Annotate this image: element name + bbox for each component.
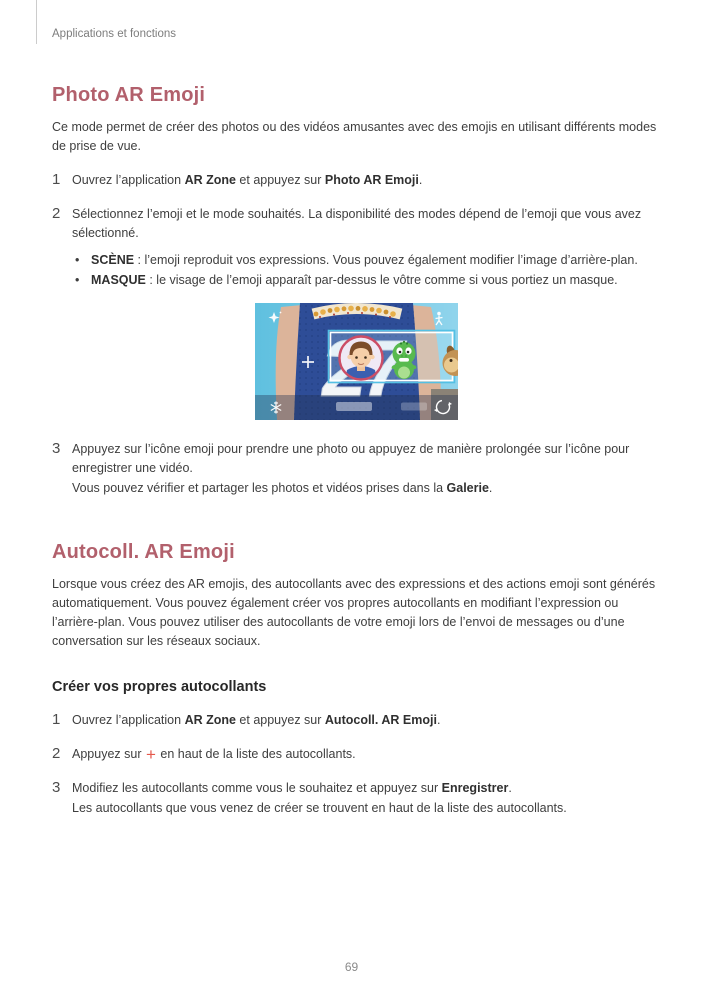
ar-emoji-screenshot xyxy=(255,303,458,420)
bold-text: Autocoll. AR Emoji xyxy=(324,713,437,727)
step-line xyxy=(72,171,660,190)
text: Les autocollants que vous venez de créer se trouvent en haut de la liste des autocollants. xyxy=(72,801,567,815)
sticker-section-title: Autocoll. AR Emoji xyxy=(52,541,235,563)
text: : l’emoji reproduit vos expressions. Vous pouvez également modifier l’image d’arrière-plan. xyxy=(134,253,638,267)
sticker-step-3 xyxy=(52,779,660,818)
text: : le visage de l’emoji apparaît par-dessus le vôtre comme si vous portiez un masque. xyxy=(145,273,618,287)
text: Appuyez sur l’icône emoji pour prendre une photo ou appuyez de manière prolongée sur l’icône pour enregistrer une vidéo. xyxy=(72,442,630,475)
bullet-scene xyxy=(72,251,660,270)
text: . xyxy=(488,481,493,495)
step-line xyxy=(72,440,660,478)
header-rule xyxy=(36,0,37,44)
text: . xyxy=(508,781,512,795)
step-text xyxy=(72,440,660,498)
text: et appuyez sur xyxy=(235,173,325,187)
step-text xyxy=(72,171,660,190)
bullet-text xyxy=(91,251,660,270)
mode-label-left xyxy=(336,402,372,411)
step-number: 3 xyxy=(52,440,61,457)
bold-text: Enregistrer xyxy=(441,781,509,795)
step-number: 2 xyxy=(52,745,61,762)
photo-section-intro: Ce mode permet de créer des photos ou des vidéos amusantes avec des emojis en utilisant différents modes de prise de vue. xyxy=(52,120,657,153)
step-text xyxy=(72,711,660,730)
step-number: 2 xyxy=(52,205,61,222)
sticker-section-intro: Lorsque vous créez des AR emojis, des autocollants avec des expressions et des actions emoji sont générés automatiquement. Vous pouvez également créer vos propres autocollants en modifiant l’expression ou l’arrière-plan. Vous pouvez utiliser des autocollants de votre emoji lors de l’envoi de messages ou d’une conversation sur les réseaux sociaux. xyxy=(52,577,656,648)
step-line xyxy=(72,205,660,243)
bold-text: AR Zone xyxy=(184,713,236,727)
plus-icon: + xyxy=(145,745,156,764)
text: Modifiez les autocollants comme vous le souhaitez et appuyez sur xyxy=(72,781,442,795)
step-number: 3 xyxy=(52,779,61,796)
step-number: 1 xyxy=(52,711,61,728)
sticker-subheading: Créer vos propres autocollants xyxy=(52,679,267,695)
step-note xyxy=(72,799,660,818)
bullet-dot: • xyxy=(75,273,80,287)
step-line xyxy=(72,711,660,730)
text: en haut de la liste des autocollants. xyxy=(156,747,356,761)
page-number: 69 xyxy=(344,960,359,974)
bold-text: Galerie xyxy=(446,481,489,495)
text: Vous pouvez vérifier et partager les photos et vidéos prises dans la xyxy=(72,481,447,495)
sticker-step-1 xyxy=(52,711,660,730)
bold-text: AR Zone xyxy=(184,173,236,187)
photo-step-2 xyxy=(52,205,660,290)
text: Appuyez sur xyxy=(72,747,145,761)
human-avatar-emoji xyxy=(339,337,382,381)
photo-step-1 xyxy=(52,171,660,190)
photo-step-3 xyxy=(52,440,660,498)
bullet-text xyxy=(91,271,660,290)
bullet-dot: • xyxy=(75,253,80,267)
step-text xyxy=(72,205,660,290)
text: Ouvrez l’application xyxy=(72,173,185,187)
text: . xyxy=(418,173,423,187)
step-line xyxy=(72,745,660,764)
text: Ouvrez l’application xyxy=(72,713,185,727)
sticker-step-2 xyxy=(52,745,660,764)
bold-text: Photo AR Emoji xyxy=(324,173,419,187)
ar-emoji-screenshot-svg xyxy=(255,303,458,420)
step-note xyxy=(72,479,660,498)
text: Sélectionnez l’emoji et le mode souhaités. La disponibilité des modes dépend de l’emoji que vous avez sélectionné. xyxy=(72,207,642,240)
step-line xyxy=(72,779,660,798)
text: et appuyez sur xyxy=(235,713,325,727)
mode-bullets xyxy=(72,251,660,290)
bullet-masque xyxy=(72,271,660,290)
step-number: 1 xyxy=(52,171,61,188)
mode-label-right xyxy=(401,403,427,411)
step-text xyxy=(72,779,660,818)
bold-text: SCÈNE xyxy=(91,253,135,267)
step-text xyxy=(72,745,660,764)
photo-section-title: Photo AR Emoji xyxy=(52,84,206,106)
breadcrumb: Applications et fonctions xyxy=(52,28,177,40)
bold-text: MASQUE xyxy=(91,273,146,287)
text: . xyxy=(436,713,441,727)
